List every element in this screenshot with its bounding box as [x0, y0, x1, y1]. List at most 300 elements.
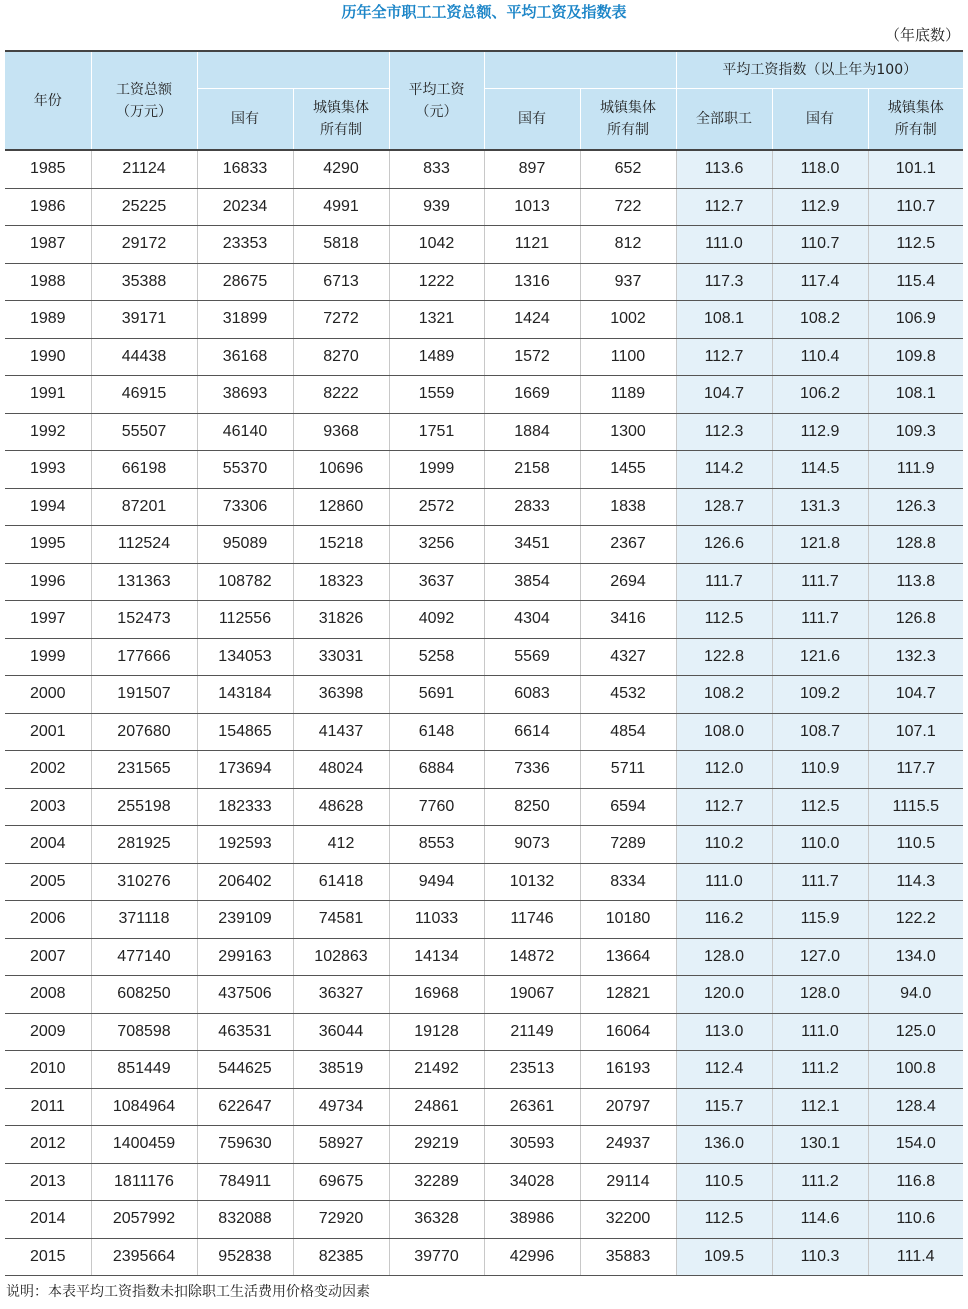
table-row	[5, 563, 963, 601]
table-cell: 110.5	[676, 1163, 772, 1201]
table-cell: 622647	[197, 1088, 293, 1126]
table-cell: 126.8	[868, 601, 963, 639]
unit-label: （年底数）	[884, 26, 960, 44]
table-cell: 55370	[197, 451, 293, 489]
table-cell: 49734	[293, 1088, 389, 1126]
table-cell: 111.2	[772, 1163, 868, 1201]
table-cell: 7760	[389, 788, 484, 826]
header-index-all: 全部职工	[676, 89, 772, 151]
table-cell: 1002	[580, 301, 676, 339]
table-cell: 108782	[197, 563, 293, 601]
table-cell: 4327	[580, 638, 676, 676]
table-row	[5, 901, 963, 939]
cell-year: 2008	[5, 976, 91, 1014]
header-total-wage: 工资总额 （万元）	[91, 51, 197, 150]
table-cell: 36044	[293, 1013, 389, 1051]
table-cell: 154865	[197, 713, 293, 751]
cell-year: 1987	[5, 226, 91, 264]
cell-year: 1993	[5, 451, 91, 489]
table-cell: 111.0	[772, 1013, 868, 1051]
table-cell: 652	[580, 150, 676, 188]
table-cell: 154.0	[868, 1126, 963, 1164]
table-cell: 759630	[197, 1126, 293, 1164]
table-cell: 1489	[389, 338, 484, 376]
table-cell: 74581	[293, 901, 389, 939]
table-cell: 111.7	[772, 863, 868, 901]
table-cell: 6713	[293, 263, 389, 301]
table-cell: 5711	[580, 751, 676, 789]
table-cell: 239109	[197, 901, 293, 939]
cell-year: 1988	[5, 263, 91, 301]
cell-year: 1991	[5, 376, 91, 414]
table-cell: 111.0	[676, 226, 772, 264]
table-cell: 42996	[484, 1238, 580, 1276]
table-cell: 48024	[293, 751, 389, 789]
table-cell: 108.1	[676, 301, 772, 339]
table-row	[5, 488, 963, 526]
table-cell: 126.6	[676, 526, 772, 564]
table-cell: 4532	[580, 676, 676, 714]
table-row	[5, 1201, 963, 1239]
table-row	[5, 263, 963, 301]
table-cell: 477140	[91, 938, 197, 976]
table-row	[5, 413, 963, 451]
table-cell: 143184	[197, 676, 293, 714]
table-cell: 13664	[580, 938, 676, 976]
table-cell: 1013	[484, 188, 580, 226]
table-cell: 255198	[91, 788, 197, 826]
table-cell: 8222	[293, 376, 389, 414]
table-cell: 1559	[389, 376, 484, 414]
table-cell: 108.1	[868, 376, 963, 414]
table-cell: 38986	[484, 1201, 580, 1239]
table-cell: 102863	[293, 938, 389, 976]
table-cell: 1300	[580, 413, 676, 451]
table-cell: 44438	[91, 338, 197, 376]
table-cell: 113.8	[868, 563, 963, 601]
table-cell: 34028	[484, 1163, 580, 1201]
table-row	[5, 150, 963, 188]
header-year: 年份	[5, 51, 91, 150]
table-cell: 107.1	[868, 713, 963, 751]
table-cell: 131.3	[772, 488, 868, 526]
table-cell: 58927	[293, 1126, 389, 1164]
table-cell: 48628	[293, 788, 389, 826]
table-cell: 110.7	[772, 226, 868, 264]
table-cell: 111.2	[772, 1051, 868, 1089]
table-cell: 134053	[197, 638, 293, 676]
table-cell: 708598	[91, 1013, 197, 1051]
table-cell: 6594	[580, 788, 676, 826]
table-cell: 82385	[293, 1238, 389, 1276]
table-cell: 66198	[91, 451, 197, 489]
table-cell: 108.7	[772, 713, 868, 751]
table-cell: 1572	[484, 338, 580, 376]
table-cell: 299163	[197, 938, 293, 976]
table-cell: 897	[484, 150, 580, 188]
table-cell: 937	[580, 263, 676, 301]
cell-year: 1986	[5, 188, 91, 226]
table-cell: 112.5	[772, 788, 868, 826]
table-cell: 110.4	[772, 338, 868, 376]
table-cell: 35883	[580, 1238, 676, 1276]
table-cell: 192593	[197, 826, 293, 864]
table-cell: 1042	[389, 226, 484, 264]
table-cell: 111.7	[772, 601, 868, 639]
cell-year: 2013	[5, 1163, 91, 1201]
table-cell: 130.1	[772, 1126, 868, 1164]
table-cell: 39770	[389, 1238, 484, 1276]
table-cell: 7272	[293, 301, 389, 339]
cell-year: 1992	[5, 413, 91, 451]
table-cell: 16193	[580, 1051, 676, 1089]
table-cell: 2395664	[91, 1238, 197, 1276]
table-cell: 114.2	[676, 451, 772, 489]
table-cell: 87201	[91, 488, 197, 526]
table-cell: 112.7	[676, 338, 772, 376]
cell-year: 2002	[5, 751, 91, 789]
table-header	[5, 51, 963, 150]
table-cell: 110.5	[868, 826, 963, 864]
table-cell: 3256	[389, 526, 484, 564]
table-cell: 1884	[484, 413, 580, 451]
table-cell: 1222	[389, 263, 484, 301]
wage-table-container	[5, 50, 963, 1276]
table-cell: 4304	[484, 601, 580, 639]
cell-year: 1994	[5, 488, 91, 526]
table-cell: 111.7	[676, 563, 772, 601]
header-index-state: 国有	[772, 89, 868, 151]
table-cell: 722	[580, 188, 676, 226]
table-cell: 1321	[389, 301, 484, 339]
table-cell: 36398	[293, 676, 389, 714]
table-cell: 100.8	[868, 1051, 963, 1089]
table-cell: 851449	[91, 1051, 197, 1089]
table-cell: 9073	[484, 826, 580, 864]
table-row	[5, 1126, 963, 1164]
cell-year: 2014	[5, 1201, 91, 1239]
table-cell: 26361	[484, 1088, 580, 1126]
table-cell: 115.4	[868, 263, 963, 301]
table-row	[5, 863, 963, 901]
table-cell: 128.7	[676, 488, 772, 526]
table-cell: 46140	[197, 413, 293, 451]
table-cell: 812	[580, 226, 676, 264]
table-cell: 32200	[580, 1201, 676, 1239]
table-cell: 110.9	[772, 751, 868, 789]
table-cell: 12860	[293, 488, 389, 526]
table-cell: 110.3	[772, 1238, 868, 1276]
table-row	[5, 713, 963, 751]
table-cell: 939	[389, 188, 484, 226]
cell-year: 2000	[5, 676, 91, 714]
table-cell: 2158	[484, 451, 580, 489]
table-cell: 38519	[293, 1051, 389, 1089]
table-cell: 6884	[389, 751, 484, 789]
table-cell: 111.0	[676, 863, 772, 901]
cell-year: 2004	[5, 826, 91, 864]
table-row	[5, 638, 963, 676]
table-cell: 19067	[484, 976, 580, 1014]
table-cell: 191507	[91, 676, 197, 714]
table-cell: 5258	[389, 638, 484, 676]
table-cell: 106.2	[772, 376, 868, 414]
header-total-spacer	[197, 51, 389, 89]
cell-year: 2012	[5, 1126, 91, 1164]
table-cell: 19128	[389, 1013, 484, 1051]
table-cell: 21492	[389, 1051, 484, 1089]
table-cell: 14134	[389, 938, 484, 976]
table-cell: 38693	[197, 376, 293, 414]
table-cell: 371118	[91, 901, 197, 939]
table-cell: 463531	[197, 1013, 293, 1051]
table-cell: 152473	[91, 601, 197, 639]
table-cell: 112.9	[772, 188, 868, 226]
table-row	[5, 1013, 963, 1051]
table-cell: 111.4	[868, 1238, 963, 1276]
cell-year: 1985	[5, 150, 91, 188]
table-cell: 128.8	[868, 526, 963, 564]
table-cell: 207680	[91, 713, 197, 751]
table-cell: 177666	[91, 638, 197, 676]
table-cell: 833	[389, 150, 484, 188]
table-cell: 7289	[580, 826, 676, 864]
table-cell: 10696	[293, 451, 389, 489]
table-cell: 112.1	[772, 1088, 868, 1126]
table-cell: 3416	[580, 601, 676, 639]
table-row	[5, 1051, 963, 1089]
table-cell: 8553	[389, 826, 484, 864]
table-cell: 113.0	[676, 1013, 772, 1051]
cell-year: 2007	[5, 938, 91, 976]
table-cell: 1115.5	[868, 788, 963, 826]
table-cell: 61418	[293, 863, 389, 901]
table-cell: 114.6	[772, 1201, 868, 1239]
table-cell: 127.0	[772, 938, 868, 976]
table-cell: 125.0	[868, 1013, 963, 1051]
table-cell: 128.0	[676, 938, 772, 976]
table-row	[5, 451, 963, 489]
table-cell: 118.0	[772, 150, 868, 188]
table-cell: 28675	[197, 263, 293, 301]
table-cell: 117.3	[676, 263, 772, 301]
table-cell: 95089	[197, 526, 293, 564]
table-cell: 122.2	[868, 901, 963, 939]
table-cell: 231565	[91, 751, 197, 789]
table-cell: 9494	[389, 863, 484, 901]
table-row	[5, 526, 963, 564]
table-cell: 128.0	[772, 976, 868, 1014]
table-cell: 1400459	[91, 1126, 197, 1164]
table-cell: 11033	[389, 901, 484, 939]
footnote: 说明：本表平均工资指数未扣除职工生活费用价格变动因素	[6, 1284, 370, 1300]
table-cell: 7336	[484, 751, 580, 789]
table-cell: 31826	[293, 601, 389, 639]
table-cell: 131363	[91, 563, 197, 601]
table-cell: 36328	[389, 1201, 484, 1239]
table-cell: 117.7	[868, 751, 963, 789]
table-row	[5, 188, 963, 226]
table-cell: 18323	[293, 563, 389, 601]
table-cell: 110.0	[772, 826, 868, 864]
table-cell: 104.7	[676, 376, 772, 414]
table-row	[5, 676, 963, 714]
table-cell: 206402	[197, 863, 293, 901]
table-cell: 33031	[293, 638, 389, 676]
table-cell: 25225	[91, 188, 197, 226]
table-cell: 1084964	[91, 1088, 197, 1126]
table-cell: 10180	[580, 901, 676, 939]
table-cell: 111.9	[868, 451, 963, 489]
table-cell: 29172	[91, 226, 197, 264]
table-cell: 5569	[484, 638, 580, 676]
cell-year: 2006	[5, 901, 91, 939]
table-cell: 108.2	[772, 301, 868, 339]
table-cell: 10132	[484, 863, 580, 901]
header-avg-spacer	[484, 51, 676, 89]
cell-year: 2010	[5, 1051, 91, 1089]
table-row	[5, 826, 963, 864]
table-cell: 29219	[389, 1126, 484, 1164]
table-cell: 16968	[389, 976, 484, 1014]
table-cell: 36168	[197, 338, 293, 376]
table-cell: 112.5	[676, 1201, 772, 1239]
table-cell: 4991	[293, 188, 389, 226]
table-cell: 111.7	[772, 563, 868, 601]
table-cell: 41437	[293, 713, 389, 751]
table-cell: 108.2	[676, 676, 772, 714]
table-cell: 110.6	[868, 1201, 963, 1239]
cell-year: 1989	[5, 301, 91, 339]
table-cell: 1669	[484, 376, 580, 414]
table-row	[5, 938, 963, 976]
table-cell: 6614	[484, 713, 580, 751]
table-cell: 281925	[91, 826, 197, 864]
table-cell: 112.5	[676, 601, 772, 639]
table-cell: 55507	[91, 413, 197, 451]
table-cell: 21124	[91, 150, 197, 188]
table-row	[5, 226, 963, 264]
table-cell: 3854	[484, 563, 580, 601]
wage-table	[5, 50, 963, 1276]
table-cell: 8334	[580, 863, 676, 901]
table-cell: 112.5	[868, 226, 963, 264]
table-cell: 5691	[389, 676, 484, 714]
table-cell: 109.5	[676, 1238, 772, 1276]
table-cell: 126.3	[868, 488, 963, 526]
table-row	[5, 976, 963, 1014]
table-cell: 21149	[484, 1013, 580, 1051]
table-cell: 112.3	[676, 413, 772, 451]
table-cell: 4290	[293, 150, 389, 188]
table-cell: 115.9	[772, 901, 868, 939]
table-row	[5, 1238, 963, 1276]
table-cell: 544625	[197, 1051, 293, 1089]
table-cell: 113.6	[676, 150, 772, 188]
header-index-group: 平均工资指数（以上年为100）	[676, 51, 963, 89]
table-cell: 1100	[580, 338, 676, 376]
table-cell: 120.0	[676, 976, 772, 1014]
table-cell: 112.9	[772, 413, 868, 451]
table-cell: 116.8	[868, 1163, 963, 1201]
table-cell: 1455	[580, 451, 676, 489]
header-total-collective: 城镇集体 所有制	[293, 89, 389, 151]
table-cell: 108.0	[676, 713, 772, 751]
table-cell: 122.8	[676, 638, 772, 676]
table-row	[5, 1163, 963, 1201]
table-cell: 112.0	[676, 751, 772, 789]
cell-year: 2009	[5, 1013, 91, 1051]
cell-year: 1996	[5, 563, 91, 601]
table-cell: 24937	[580, 1126, 676, 1164]
table-cell: 4854	[580, 713, 676, 751]
table-cell: 132.3	[868, 638, 963, 676]
table-body	[5, 150, 963, 1276]
table-cell: 23353	[197, 226, 293, 264]
table-cell: 115.7	[676, 1088, 772, 1126]
table-cell: 3637	[389, 563, 484, 601]
table-cell: 106.9	[868, 301, 963, 339]
header-avg-collective: 城镇集体 所有制	[580, 89, 676, 151]
cell-year: 2003	[5, 788, 91, 826]
table-cell: 110.7	[868, 188, 963, 226]
table-cell: 121.8	[772, 526, 868, 564]
cell-year: 1995	[5, 526, 91, 564]
table-cell: 114.5	[772, 451, 868, 489]
cell-year: 2005	[5, 863, 91, 901]
table-cell: 24861	[389, 1088, 484, 1126]
table-cell: 109.2	[772, 676, 868, 714]
table-row	[5, 301, 963, 339]
table-cell: 2367	[580, 526, 676, 564]
table-cell: 608250	[91, 976, 197, 1014]
table-cell: 36327	[293, 976, 389, 1014]
table-cell: 46915	[91, 376, 197, 414]
table-cell: 4092	[389, 601, 484, 639]
table-cell: 112524	[91, 526, 197, 564]
table-cell: 5818	[293, 226, 389, 264]
table-cell: 173694	[197, 751, 293, 789]
table-cell: 1316	[484, 263, 580, 301]
table-cell: 117.4	[772, 263, 868, 301]
header-avg-state: 国有	[484, 89, 580, 151]
table-cell: 8270	[293, 338, 389, 376]
table-cell: 121.6	[772, 638, 868, 676]
table-cell: 15218	[293, 526, 389, 564]
table-cell: 73306	[197, 488, 293, 526]
table-cell: 20797	[580, 1088, 676, 1126]
table-cell: 1189	[580, 376, 676, 414]
table-cell: 104.7	[868, 676, 963, 714]
table-cell: 2057992	[91, 1201, 197, 1239]
cell-year: 1990	[5, 338, 91, 376]
cell-year: 1997	[5, 601, 91, 639]
table-cell: 9368	[293, 413, 389, 451]
table-cell: 32289	[389, 1163, 484, 1201]
table-cell: 11746	[484, 901, 580, 939]
table-cell: 114.3	[868, 863, 963, 901]
table-cell: 69675	[293, 1163, 389, 1201]
table-cell: 12821	[580, 976, 676, 1014]
header-avg-wage: 平均工资 （元）	[389, 51, 484, 150]
table-cell: 30593	[484, 1126, 580, 1164]
table-cell: 1999	[389, 451, 484, 489]
table-cell: 2572	[389, 488, 484, 526]
header-total-state: 国有	[197, 89, 293, 151]
table-cell: 1121	[484, 226, 580, 264]
table-cell: 112.4	[676, 1051, 772, 1089]
table-cell: 14872	[484, 938, 580, 976]
